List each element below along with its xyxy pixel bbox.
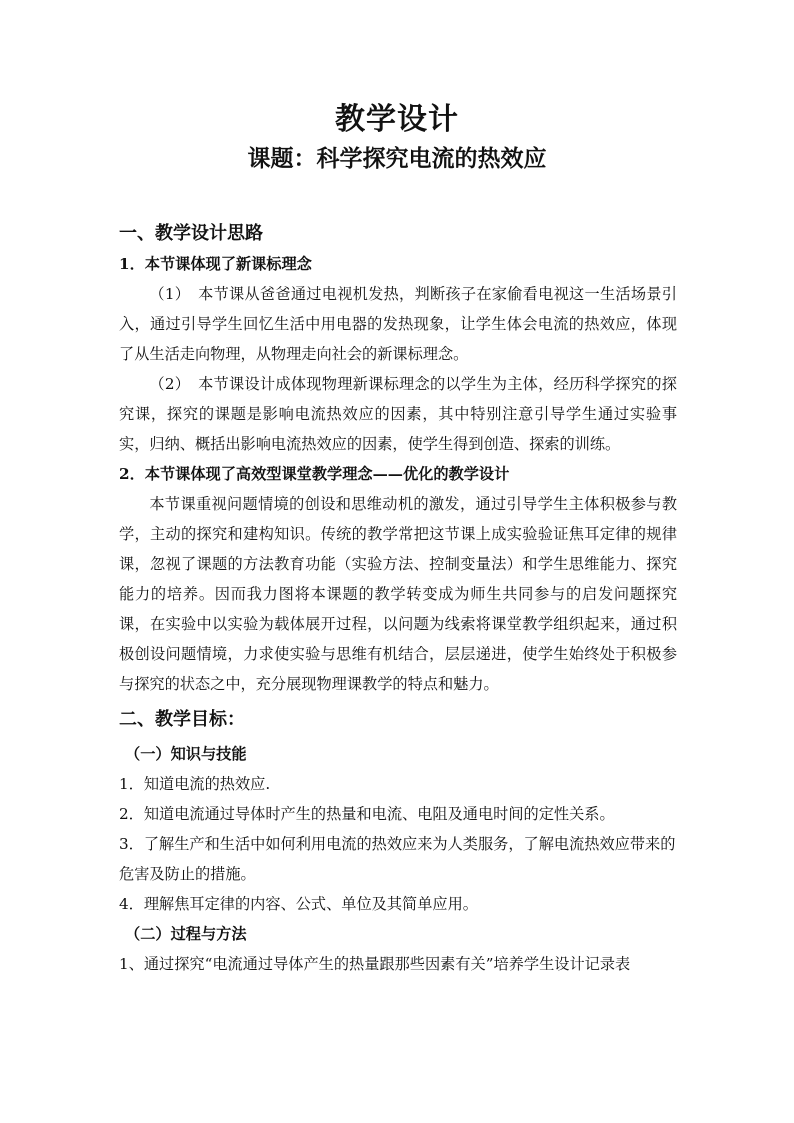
list-item: 4．理解焦耳定律的内容、公式、单位及其简单应用。 — [119, 895, 478, 913]
paragraph-curriculum-1: （1） 本节课从爸爸通过电视机发热，判断孩子在家偷看电视这一生活场景引入，通过引导学生回忆生活中用电器的发热现象，让学生体会电流的热效应，体现了从生活走向物理，从物理走向社会的新课标理念。 — [119, 285, 677, 363]
section-heading-design-ideas: 一、教学设计思路 — [119, 223, 263, 244]
document-body — [119, 219, 677, 979]
section-heading-teaching-goals: 二、教学目标： — [119, 709, 245, 730]
subheading-knowledge-skills: （一）知识与技能 — [125, 745, 247, 763]
list-item: 3．了解生产和生活中如何利用电流的热效应来为人类服务，了解电流热效应带来的危害及防止的措施。 — [119, 835, 676, 883]
subheading-new-curriculum: 1．本节课体现了新课标理念 — [119, 255, 312, 273]
paragraph-efficient-classroom: 本节课重视问题情境的创设和思维动机的激发，通过引导学生主体积极参与教学，主动的探究和建构知识。传统的教学常把这节课上成实验验证焦耳定律的规律课，忽视了课题的方法教育功能（实验方法、控制变量法）和学生思维能力、探究能力的培养。因而我力图将本课题的教学转变成为师生共同参与的启发问题探究课，在实验中以实验为载体展开过程，以问题为线索将课堂教学组织起来，通过积极创设问题情境，力求使实验与思维有机结合，层层递进，使学生始终处于积极参与探究的状态之中，充分展现物理课教学的特点和魅力。 — [119, 495, 677, 693]
subheading-process-methods: （二）过程与方法 — [125, 925, 247, 943]
list-item: 2．知道电流通过导体时产生的热量和电流、电阻及通电时间的定性关系。 — [119, 805, 615, 823]
document-subtitle: 课题：科学探究电流的热效应 — [247, 145, 547, 172]
list-item: 1、通过探究“电流通过导体产生的热量跟那些因素有关”培养学生设计记录表 — [119, 955, 631, 973]
document-title: 教学设计 — [335, 102, 459, 137]
subheading-efficient-classroom: 2．本节课体现了高效型课堂教学理念——优化的教学设计 — [119, 465, 510, 483]
list-item: 1．知道电流的热效应. — [119, 775, 271, 793]
paragraph-curriculum-2: （2） 本节课设计成体现物理新课标理念的以学生为主体，经历科学探究的探究课，探究的课题是影响电流热效应的因素，其中特别注意引导学生通过实验事实，归纳、概括出影响电流热效应的因素，使学生得到创造、探索的训练。 — [119, 375, 677, 453]
